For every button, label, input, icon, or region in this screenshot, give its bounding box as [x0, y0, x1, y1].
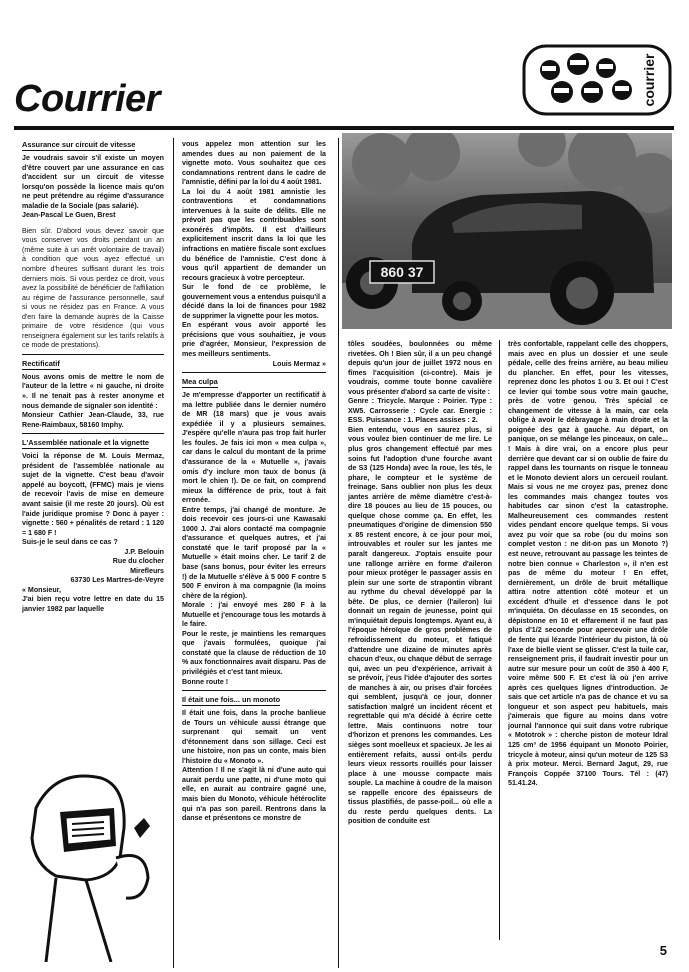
monoto-photo — [342, 133, 672, 329]
monoto-p2: Attention ! Il ne s'agit là ni d'une auto qui aurait perdu une patte, ni d'une moto qui elle, en aurait au contraire gagné une, mais bien du Monoto, véhicule hétéroclite qui n'a pas son pareil. Rentrons dans la danse et présentons ce monstre de — [182, 766, 326, 823]
received-line: J'ai bien reçu votre lettre en date du 15 janvier 1982 par laquelle — [22, 595, 164, 613]
question-assemblee: Suis-je le seul dans ce cas ? — [22, 538, 118, 547]
c3-p2: Genre : Tricycle. Marque : Poirier. Type : XW5. Carrosserie : Cycle car. Energie : ESS. Puissance : 1. Places assises : 2. — [348, 397, 492, 425]
c2-p4: En espérant vous avoir apporté les précisions que vous souhaitiez, je vous prie d'agréer, Monsieur, l'expression de mes meilleurs sentiments. — [182, 321, 326, 359]
mea-p5: Bonne route ! — [182, 677, 229, 686]
column-3 — [348, 340, 492, 827]
c3-p1: tôles soudées, boulonnées ou même rivetées. Oh ! Bien sûr, il a un peu changé depuis qu'un jour de juillet 1972 nous en fîmes l'acquisition (ci-contre). Mais je voudrais, comme toute bonne cavalière vous présenter d'abord sa carte de visite : — [348, 340, 492, 396]
mea-p3: Morale : j'ai envoyé mes 280 F à la Mutuelle et j'encourage tous les motards à le faire. — [182, 601, 326, 629]
c2-sign: Louis Mermaz » — [272, 359, 326, 368]
c4-p1: très confortable, rappelant celle des choppers, mais avec en plus un dossier et une seule pédale, celle des freins arrière, au beau milieu du plancher. En effet, pour les vitesses, reprenez donc les photos 1 ou 3. Et oui ! C'est ce levier qui tombe sous votre main gauche, près de votre genou. Très spécial ce changement de vitesse à la main, car cela oblige à avoir le débrayage à main droite et la poignée des gaz à gauche. Au départ, on panique, on se mélange les pinceaux, on cale... ! Mais à dire vrai, on a encore plus peur derrière que devant car si on oublie de faire du rappel dans les tournants on risque le tonneau et le Monoto devient alors un cercueil roulant. Mais si vous ne me croyez pas, prenez donc les commandes mais changez toutes vos habitudes car sinon c'est la catastrophe. Malheureusement ces commandes restent vides pendant encore quelque temps. Si vous avez pu voir que sa robe (ou du moins son complet veston : ne dit-on pas un Monoto ?) est neuve, retrouvant au passage les teintes de notre bien connue « Charleston », il n'en est pas de même du moteur ! En effet, dernièrement, un drôle de bruit métallique attira notre attention côté moteur et un excédent d'huile et d'essence dans le pot m'inquiéta. On déculasse en 15 secondes, on dépistonne en 10 et effarement il ne faut pas plus d'1/2 seconde pour apercevoir une drôle de fente qui lézarde l'intérieur du piston, là où l'axe de bielle vient se glisser. C'est la tuile car, renseignement pris, il faudrait investir pour un autre sur mesure pour un coût de 350 à 400 F, voire même 500 F. Et c'est là où j'en arrive après ces quelques lignes d'introduction. Je sais que cet article n'a pas de chance et vu sa longueur et son aspect peu habituels, mais j'aimerais que figure au moins dans votre journal l'annonce qui suit dans votre rubrique « Mototrok » : cherche piston de moteur Idral 125 cm³ de 1956 équipant un Monoto Poirier, tricycle à moteur, ainsi qu'un moteur de 125 S3 à prix moteur. Merci. Bernard Jagut, 29, rue François Coppée 37100 Tours. Tél : (47) 51.41.24. — [508, 340, 668, 788]
mea-p4: Pour le reste, je maintiens les remarques que j'avais formulées, quoique j'ai constaté que la clause de réduction de 10 % aux fonctionnaires avait disparu. Pas de privilégiés et c'est tant mieux. — [182, 629, 326, 676]
heading-assemblee: L'Assemblée nationale et la vignette — [22, 438, 150, 448]
heading-rectificatif: Rectificatif — [22, 358, 60, 368]
heading-assurance: Assurance sur circuit de vitesse — [22, 140, 136, 149]
page-number: 5 — [659, 943, 667, 958]
title-rule — [14, 126, 674, 130]
mea-p1: Je m'empresse d'apporter un rectificatif à ma lettre publiée dans le dernier numéro de MR (18 mars) que je vous avais expédiée il y a plusieurs semaines. J'espère qu'elle n'aura pas trop fait hurler les foules. Je fais ici mon « mea culpa », car dans le calcul du montant de la prime d'assurance de la « Mutuelle », j'avais omis d'y inclure mon taux de bonus (à mort le chien !). De ce fait, on comprend mieux la différence de prix, tout à fait erronée. — [182, 391, 326, 505]
biker-illustration — [16, 768, 166, 962]
license-plate: 860 37 — [380, 264, 424, 280]
column-2 — [182, 140, 326, 824]
reply-assurance: Bien sûr. D'abord vous devez savoir que vous conserver vos droits pendant un an (même suite à un arrêt volontaire de travail) à condition que vous ayez effectué un nombre d'heures suffisant durant les trois derniers mois. Si vous perdez ce droit, vous avez la possibilité de bénéficier de l'affiliation au régime de l'assurance personnelle, sauf si vous ne résidez pas en France. A vous d'en faire la demande auprès de la Caisse primaire de votre résidence (qui vous renseignera également sur les tarifs relatifs à ce mode de prestations). — [22, 226, 164, 350]
column-divider-3 — [499, 340, 500, 940]
sign-assurance: Jean-Pascal Le Guen, Brest — [22, 211, 116, 220]
column-4 — [508, 340, 668, 789]
sign-line-1: J.P. Belouin — [124, 547, 164, 556]
c2-p1: vous appelez mon attention sur les amendes dues au non paiement de la vignette moto. Vous souhaitez que ces condamnations rentrent dans le cadre de l'amnistie, défini par la loi du 4 août 1981. — [182, 140, 326, 187]
sign-line-4: 63730 Les Martres-de-Veyre — [70, 576, 164, 585]
column-divider-2 — [338, 138, 339, 968]
sign-line-2: Rue du clocher — [112, 557, 164, 566]
heading-mea-culpa: Mea culpa — [182, 377, 218, 387]
monoto-p1: Il était une fois, dans la proche banlieue de Tours un véhicule aussi étrange que surprenant qui semait un vent d'étonnement dans son sillage. Ceci est une histoire, non pas un conte, mais bien l'histoire du « Monoto ». — [182, 709, 326, 765]
sign-line-3: Mirefleurs — [130, 566, 164, 575]
mea-p2: Entre temps, j'ai changé de monture. Je dois recevoir ces jours-ci une Kawasaki 1000 J. J'ai alors contacté ma compagnie d'assurance et quelques autres, et j'ai constaté que le tarif proposé par la « Mutuelle » était moins cher. Le tarif 2 de base (sans bonus, pour éviter les erreurs !) de la Mutuelle s'élève à 5 000 F contre 5 500 F environ à ma compagnie (la moins chère de la région). — [182, 505, 326, 600]
c3-p3: Bien entendu, vous en saurez plus, si vous voulez bien continuer de me lire. Le plus gros changement effectué par mes soins fut l'adoption d'une fourche avant de S3 (125 Honda) avec la roue, les tés, le phare, le compteur et le système de freinage. Sans oublier non plus les deux jantes arrière de même diamètre c'est-à-dire 18 pouces au lieu de 15 pouces, ou quelque chose comme ça. En effet, les pneumatiques d'origine de dimension 550 x 85 restent encore, à ce jour pour moi, introuvables et rouler sur les jantes me paraît dangereux. J'optais ensuite pour une rallonge arrière en forme d'aileron pour mieux protéger le passager assis en plein sur une sorte de strapontin vibrant au rythme du cheval développé par la bête. De plus, ce dernier (l'aileron) lui donnait un regain de jeunesse, point qui m'inquiétait depuis longtemps. Ayant eu, à l'époque héroïque de gros problèmes de refroidissement du moteur, et fatiqué d'attendre une dizaine de minutes après chacun d'eux, ou chaque début de serrage qui, avec un peu d'expérience, arrivait à se prévoir, j'eus l'idée d'ajouter des sortes de manches à air, ou prises d'air forcées qui semblent, jusqu'à ce jour, donner satisfaction malgré un incident récent et regrettable qui m'a décidé à écrire cette lettre. Mais continuons notre tour d'horizon et prenons les commandes. Les sièges sont moelleux et spacieux. Je les ai entièrement refaits, aussi ont-ils perdu leurs vieux ressorts rouillés pour laisser place à une mousse compacte mais souple. La machine à coudre de la maison se rappelle encore des épaisseurs de tissus plastifiés, de passe-poil... où elle a du reste perdu quelques dents. La position de conduite est — [348, 425, 492, 826]
courrier-logo — [522, 44, 672, 116]
text-assemblee: Voici la réponse de M. Louis Mermaz, président de l'assemblée nationale au sujet de la vignette. C'est beau d'avoir appelé au boycott, (FFMC) mais je viens de recevoir l'avis de mise en demeure avant saisie (il me reste 20 jours). Où est l'aide juridique promise ? Donc à payer : vignette : 560 + pénalités de retard : 1 120 = 1 680 F ! — [22, 452, 164, 537]
page-title: Courrier — [14, 78, 160, 120]
letter-assurance: Je voudrais savoir s'il existe un moyen d'être couvert par une assurance en cas d'accident sur un circuit de vitesse lorsqu'on possède la licence mais qu'on ne peut prétendre au régime d'assurance maladie de la Sociale (pas salarié). — [22, 154, 164, 210]
monsieur-line: « Monsieur, — [22, 585, 62, 594]
heading-monoto: Il était une fois... un monoto — [182, 695, 281, 705]
column-divider-1 — [173, 138, 174, 968]
column-1 — [22, 140, 164, 615]
text-rectificatif: Nous avons omis de mettre le nom de l'auteur de la lettre « ni gauche, ni droite ». Il ne tenait pas à rester anonyme et nous demande de signaler son identité : — [22, 372, 164, 410]
c2-p3: Sur le fond de ce problème, le gouvernement vous a entendus puisqu'il a décidé dans la loi de finances pour 1982 de supprimer la vignette pour les motos. — [182, 283, 326, 320]
addr-rectificatif: Monsieur Cathier Jean-Claude, 33, rue Rene-Raimbaux, 58160 Imphy. — [22, 411, 164, 429]
logo-text: courrier — [641, 53, 657, 107]
c2-p2: La loi du 4 août 1981 amnistie les contraventions et condamnations intervenues à la suite de délits. Elle ne prévoit pas que les contribuables sont exonérés d'impôts. Il est d'ailleurs explicitement inscrit dans la loi que les infractions en matière fiscale sont exclues du bénéfice de l'amnistie. C'est donc à vous qu'il appartient de demander un recours gracieux à votre percepteur. — [182, 187, 326, 282]
